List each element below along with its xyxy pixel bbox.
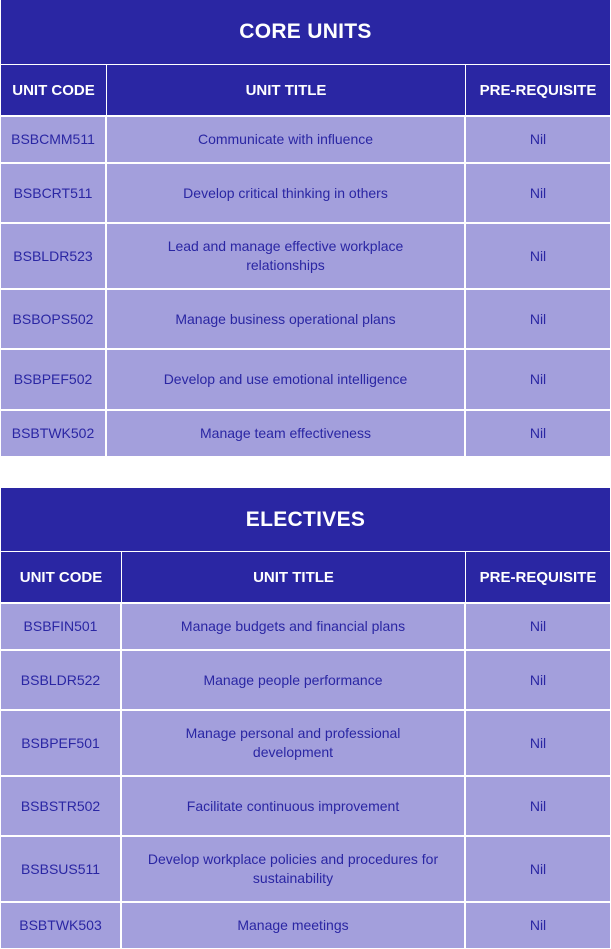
- pre-requisite: Nil: [466, 835, 610, 901]
- pre-requisite: Nil: [466, 115, 610, 162]
- table-row: [1, 602, 610, 649]
- unit-code: BSBPEF502: [1, 348, 107, 409]
- unit-title-header: UNIT TITLE: [122, 551, 466, 602]
- unit-code: BSBSUS511: [1, 835, 122, 901]
- unit-title: Lead and manage effective workplace relationships: [107, 222, 466, 288]
- unit-title: Manage team effectiveness: [107, 409, 466, 456]
- unit-title: Manage personal and professional development: [122, 709, 466, 775]
- pre-requisite: Nil: [466, 709, 610, 775]
- table-row: [1, 115, 610, 162]
- table-row: [1, 162, 610, 222]
- table-row: [1, 709, 610, 775]
- unit-code: BSBTWK503: [1, 901, 122, 948]
- electives-title: ELECTIVES: [1, 488, 610, 551]
- unit-code: BSBPEF501: [1, 709, 122, 775]
- table-row: [1, 775, 610, 835]
- pre-requisite: Nil: [466, 222, 610, 288]
- pre-requisite: Nil: [466, 288, 610, 348]
- core-units-table: [1, 0, 610, 456]
- pre-requisite: Nil: [466, 901, 610, 948]
- pre-requisite-header: PRE-REQUISITE: [466, 551, 610, 602]
- unit-title: Manage budgets and financial plans: [122, 602, 466, 649]
- unit-code: BSBCMM511: [1, 115, 107, 162]
- unit-code: BSBCRT511: [1, 162, 107, 222]
- unit-code: BSBOPS502: [1, 288, 107, 348]
- unit-title: Manage business operational plans: [107, 288, 466, 348]
- unit-code: BSBTWK502: [1, 409, 107, 456]
- pre-requisite: Nil: [466, 649, 610, 709]
- pre-requisite-header: PRE-REQUISITE: [466, 64, 610, 115]
- pre-requisite: Nil: [466, 348, 610, 409]
- unit-title: Develop workplace policies and procedures for sustainability: [122, 835, 466, 901]
- unit-code: BSBSTR502: [1, 775, 122, 835]
- unit-title: Develop and use emotional intelligence: [107, 348, 466, 409]
- core-units-title: CORE UNITS: [1, 0, 610, 64]
- unit-title: Develop critical thinking in others: [107, 162, 466, 222]
- table-row: [1, 835, 610, 901]
- pre-requisite: Nil: [466, 409, 610, 456]
- unit-title-header: UNIT TITLE: [107, 64, 466, 115]
- table-row: [1, 222, 610, 288]
- pre-requisite: Nil: [466, 775, 610, 835]
- table-row: [1, 409, 610, 456]
- unit-title: Facilitate continuous improvement: [122, 775, 466, 835]
- unit-title: Manage people performance: [122, 649, 466, 709]
- unit-code-header: UNIT CODE: [1, 551, 122, 602]
- table-row: [1, 901, 610, 948]
- pre-requisite: Nil: [466, 162, 610, 222]
- table-row: [1, 288, 610, 348]
- pre-requisite: Nil: [466, 602, 610, 649]
- table-row: [1, 649, 610, 709]
- table-row: [1, 348, 610, 409]
- unit-code: BSBFIN501: [1, 602, 122, 649]
- unit-title: Manage meetings: [122, 901, 466, 948]
- electives-table: [1, 488, 610, 948]
- unit-code: BSBLDR522: [1, 649, 122, 709]
- unit-title: Communicate with influence: [107, 115, 466, 162]
- unit-code-header: UNIT CODE: [1, 64, 107, 115]
- unit-code: BSBLDR523: [1, 222, 107, 288]
